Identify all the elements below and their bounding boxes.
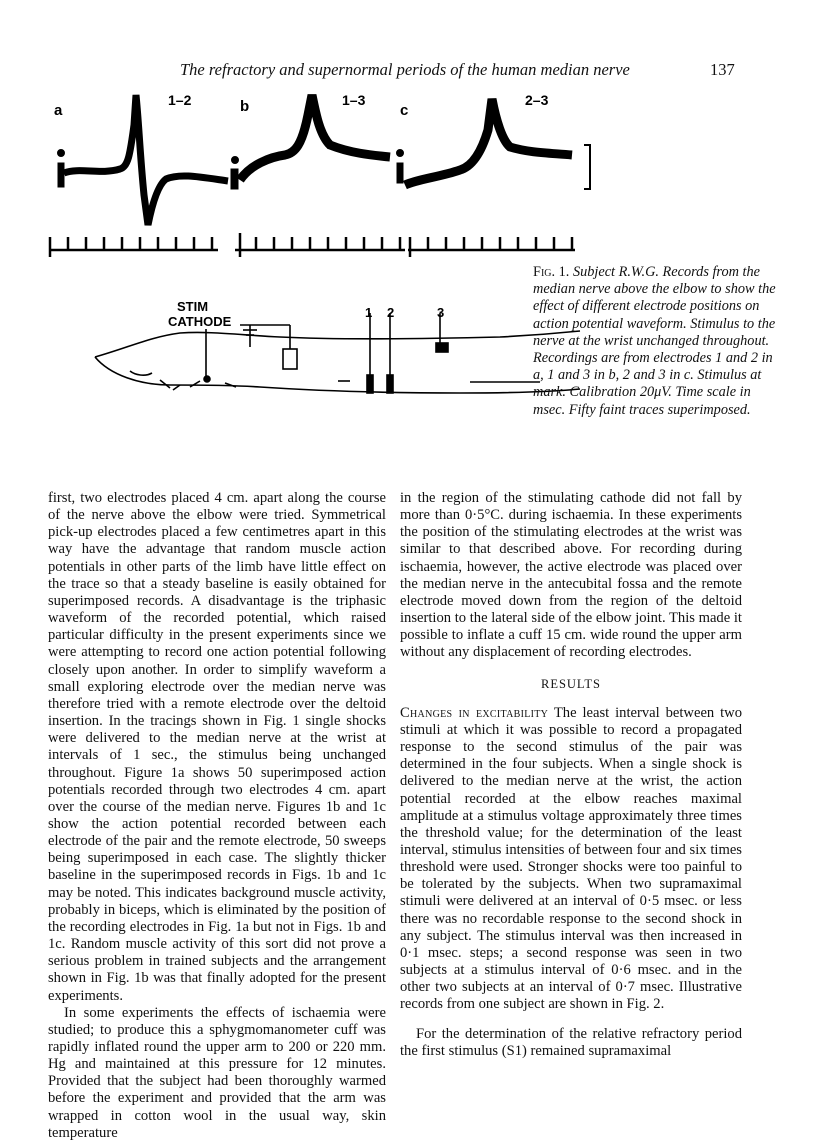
caption-figure-number: Fig. 1. <box>533 264 570 280</box>
electrode-3-label: 3 <box>437 305 445 320</box>
left-column <box>48 490 386 1142</box>
paragraph-text: The least interval between two stimuli at which it was possible to record a propagated response to the second stimulus of the pair was determined in the four subjects. When a single shock is delivered to the median nerve at the wrist, the action potential recorded at the elbow reaches maximal amplitude at a stimulus voltage approximately three times the threshold value; for the determination of the least interval, stimulus intensities of between four and six times threshold were used. Stronger shocks were too painful to be tolerated by the subjects. When two supramaximal stimuli were delivered at an interval of 0·5 msec. or less there was no recordable response to the second shock in any subject. The stimulus interval was then increased in 0·1 msec. steps; a second response was seen in two subjects at a stimulus interval of 0·6 msec. and in the other two subjects at an interval of 0·7 msec. Illustrative records from one subject are shown in Fig. 2. <box>400 704 743 1013</box>
calibration-bar <box>584 145 590 189</box>
trace-b <box>231 95 390 189</box>
paragraph <box>400 705 742 1014</box>
section-heading: RESULTS <box>540 676 602 691</box>
paragraph: in the region of the stimulating cathode did not fall by more than 0·5°C. during ischaemia. In these experiments the position of the stimulating electrodes at the wrist was similar to that described above. For recording during ischaemia, however, the active electrode was placed over the median nerve in the antecubital fossa and the remote electrode moved down from the region of the deltoid insertion to the lateral side of the elbow joint. This made it possible to inflate a cuff 15 cm. wide round the upper arm without any displacement of recording electrodes. <box>400 490 742 661</box>
trace-a <box>58 95 229 225</box>
panel-a-letter: a <box>54 102 63 119</box>
paragraph: first, two electrodes placed 4 cm. apart along the course of the nerve above the elbow were tried. Symmetrical pick-up electrodes placed a few centimetres apart in this way have the advantage that random muscle action potentials in other parts of the limb have little effect on the trace so that a steady baseline is easily obtained for superimposed records. A disadvantage is the triphasic waveform of the recorded potential, which raised particular difficulty in the present experiments since we were attempting to record one action potential following closely upon another. In order to simplify waveform a small exploring electrode over the median nerve was therefore tried with a remote electrode over the deltoid insertion. In the tracings shown in Fig. 1 single shocks were delivered to the median nerve at the wrist at intervals of 1 sec., the stimulus being unchanged throughout. Figure 1a shows 50 superimposed action potentials recorded through two electrodes 4 cm. apart over the course of the median nerve. Figures 1b and 1c show the action potential recorded between each electrode of the pair and the remote electrode, 50 sweeps being superimposed in each case. The slightly thicker baseline in the superimposed records in Figs. 1b and 1c may be noted. This indicates background muscle activity, probably in biceps, which is eliminated by the position of the recording electrodes in Fig. 1a but not in Figs. 1b and 1c. Random muscle activity of this sort did not prove a serious problem in trained subjects and the arrangement shown in Fig. 1b was that finally adopted for the present experiments. <box>48 490 386 1004</box>
time-scales <box>50 233 575 257</box>
panel-b-electrodes: 1–3 <box>342 92 366 108</box>
panel-c-electrodes: 2–3 <box>525 92 549 108</box>
page-number: 137 <box>710 60 735 79</box>
cathode-label: CATHODE <box>168 314 232 329</box>
running-head <box>0 60 816 84</box>
panel-c-letter: c <box>400 102 409 119</box>
stim-label: STIM <box>177 299 209 314</box>
running-title: The refractory and supernormal periods of the human median nerve <box>180 60 630 79</box>
paragraph: For the determination of the relative refractory period the first stimulus (S1) remained supramaximal <box>400 1025 742 1059</box>
electrode-2-label: 2 <box>387 305 395 320</box>
electrode-1-label: 1 <box>365 305 373 320</box>
caption-text: Subject R.W.G. Records from the median nerve above the elbow to show the effect of different electrode positions on action potential waveform. Stimulus to the nerve at the wrist unchanged throughout. Recordings are from electrodes 1 and 2 in a, 1 and 3 in b, 2 and 3 in c. Stimulus at mark. Calibration 20μV. Time scale in msec. Fifty faint traces superimposed. <box>533 264 776 418</box>
figure-caption <box>533 264 783 419</box>
trace-c <box>397 99 573 185</box>
runin-heading: Changes in excitability <box>400 704 549 721</box>
right-column <box>400 490 742 1060</box>
paragraph: In some experiments the effects of ischaemia were studied; to produce this a sphygmomanometer cuff was rapidly inflated round the upper arm to 200 or 220 mm. Hg and maintained at this pressure for 12 minutes. Provided that the subject had been thoroughly warmed before the experiment and provided that the arm was wrapped in cotton wool in the usual way, skin temperature <box>48 1004 386 1141</box>
panel-a-electrodes: 1–2 <box>168 92 192 108</box>
panel-b-letter: b <box>240 98 250 115</box>
